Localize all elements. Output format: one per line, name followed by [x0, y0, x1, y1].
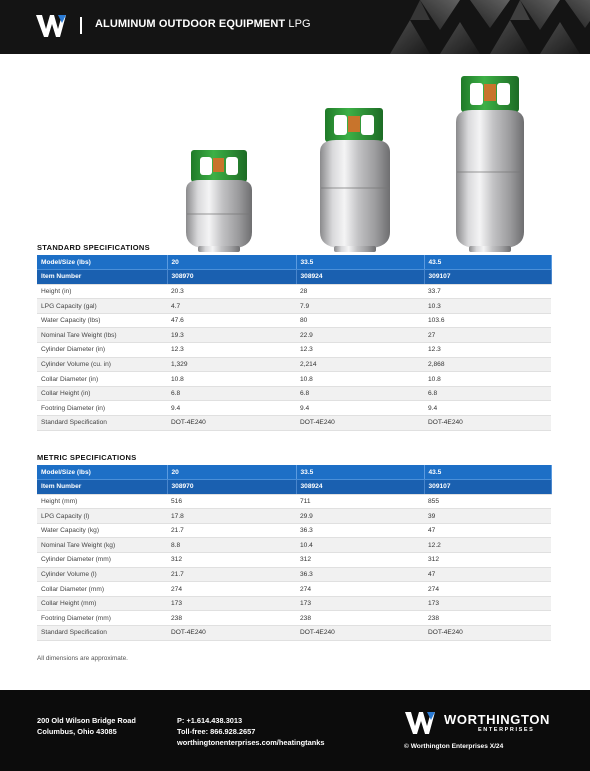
table-cell: Footring Diameter (in)	[37, 401, 167, 416]
address-line: Columbus, Ohio 43085	[37, 727, 117, 736]
table-cell: 33.7	[424, 284, 551, 299]
table-cell: 10.3	[424, 299, 551, 314]
table-row	[37, 509, 551, 524]
table-header-cell: 308924	[296, 270, 424, 285]
table-cell: Water Capacity (kg)	[37, 523, 167, 538]
table-header-row	[37, 255, 551, 270]
table-cell: 4.7	[167, 299, 296, 314]
standard-specs-table	[37, 255, 552, 431]
table-cell: 7.9	[296, 299, 424, 314]
table-cell: DOT-4E240	[424, 416, 551, 431]
table-cell: 2,868	[424, 357, 551, 372]
table-cell: 711	[296, 494, 424, 509]
table-cell: 21.7	[167, 523, 296, 538]
table-cell: 6.8	[296, 386, 424, 401]
table-header-cell: 33.5	[296, 465, 424, 480]
page-footer	[0, 690, 590, 771]
table-cell: 6.8	[167, 386, 296, 401]
table-cell: 855	[424, 494, 551, 509]
table-row	[37, 313, 551, 328]
table-cell: 12.3	[296, 343, 424, 358]
table-row	[37, 611, 551, 626]
table-cell: Height (in)	[37, 284, 167, 299]
item-number-row	[37, 270, 551, 285]
table-cell: 238	[424, 611, 551, 626]
table-cell: Cylinder Volume (l)	[37, 567, 167, 582]
table-cell: 312	[424, 553, 551, 568]
table-row	[37, 626, 551, 641]
table-row	[37, 401, 551, 416]
page-header	[0, 0, 590, 54]
worthington-logo-icon	[36, 15, 66, 37]
table-header-cell: 43.5	[424, 255, 551, 270]
table-row	[37, 567, 551, 582]
table-row	[37, 596, 551, 611]
table-cell: 173	[424, 596, 551, 611]
table-row	[37, 582, 551, 597]
table-cell: Standard Specification	[37, 626, 167, 641]
metric-specs-table	[37, 465, 552, 641]
table-cell: 238	[167, 611, 296, 626]
header-pattern-decoration	[380, 0, 590, 54]
table-cell: Collar Diameter (mm)	[37, 582, 167, 597]
copyright: © Worthington Enterprises X/24	[404, 743, 504, 750]
table-cell: 173	[167, 596, 296, 611]
table-cell: Nominal Tare Weight (kg)	[37, 538, 167, 553]
table-cell: Nominal Tare Weight (lbs)	[37, 328, 167, 343]
table-cell: Height (mm)	[37, 494, 167, 509]
tollfree-number: Toll-free: 866.928.2657	[177, 727, 256, 736]
worthington-logo-icon	[404, 712, 436, 734]
table-cell: 47	[424, 567, 551, 582]
table-cell: DOT-4E240	[424, 626, 551, 641]
table-cell: Collar Diameter (in)	[37, 372, 167, 387]
table-cell: 6.8	[424, 386, 551, 401]
footer-address	[37, 715, 136, 737]
table-cell: 274	[296, 582, 424, 597]
table-cell: Cylinder Diameter (in)	[37, 343, 167, 358]
table-header-cell: Model/Size (lbs)	[37, 255, 167, 270]
table-row	[37, 372, 551, 387]
table-cell: 47.6	[167, 313, 296, 328]
table-header-cell: Model/Size (lbs)	[37, 465, 167, 480]
table-cell: 8.8	[167, 538, 296, 553]
table-header-cell: 20	[167, 255, 296, 270]
table-cell: 12.3	[424, 343, 551, 358]
table-header-row	[37, 465, 551, 480]
table-cell: DOT-4E240	[167, 626, 296, 641]
table-cell: 9.4	[424, 401, 551, 416]
item-number-row	[37, 480, 551, 495]
table-cell: 312	[296, 553, 424, 568]
table-header-cell: 33.5	[296, 255, 424, 270]
table-header-cell: Item Number	[37, 480, 167, 495]
table-cell: 12.2	[424, 538, 551, 553]
table-cell: 19.3	[167, 328, 296, 343]
metric-specs-title: METRIC SPECIFICATIONS	[37, 453, 137, 462]
table-cell: LPG Capacity (l)	[37, 509, 167, 524]
table-cell: 1,329	[167, 357, 296, 372]
table-cell: DOT-4E240	[296, 416, 424, 431]
table-row	[37, 357, 551, 372]
table-cell: 238	[296, 611, 424, 626]
table-row	[37, 299, 551, 314]
table-cell: 39	[424, 509, 551, 524]
table-cell: 28	[296, 284, 424, 299]
table-cell: Water Capacity (lbs)	[37, 313, 167, 328]
table-header-cell: 43.5	[424, 465, 551, 480]
table-cell: 10.4	[296, 538, 424, 553]
table-cell: 173	[296, 596, 424, 611]
dimensions-note: All dimensions are approximate.	[37, 655, 128, 662]
table-header-cell: Item Number	[37, 270, 167, 285]
table-header-cell: 20	[167, 465, 296, 480]
table-cell: 516	[167, 494, 296, 509]
cylinder-43-5lb-icon	[456, 76, 524, 252]
table-cell: 17.8	[167, 509, 296, 524]
table-cell: 2,214	[296, 357, 424, 372]
table-cell: Standard Specification	[37, 416, 167, 431]
table-cell: 9.4	[296, 401, 424, 416]
address-line: 200 Old Wilson Bridge Road	[37, 716, 136, 725]
table-cell: 22.9	[296, 328, 424, 343]
table-cell: Footring Diameter (mm)	[37, 611, 167, 626]
table-header-cell: 309107	[424, 480, 551, 495]
footer-contact	[177, 715, 324, 748]
table-header-cell: 308970	[167, 270, 296, 285]
table-row	[37, 284, 551, 299]
table-row	[37, 343, 551, 358]
table-cell: 10.8	[424, 372, 551, 387]
table-cell: 80	[296, 313, 424, 328]
cylinder-33-5lb-icon	[320, 108, 390, 252]
table-header-cell: 309107	[424, 270, 551, 285]
table-row	[37, 386, 551, 401]
table-cell: DOT-4E240	[167, 416, 296, 431]
phone-number: P: +1.614.438.3013	[177, 716, 243, 725]
table-cell: DOT-4E240	[296, 626, 424, 641]
table-cell: 27	[424, 328, 551, 343]
table-cell: Cylinder Diameter (mm)	[37, 553, 167, 568]
table-header-cell: 308970	[167, 480, 296, 495]
table-row	[37, 538, 551, 553]
table-cell: Collar Height (mm)	[37, 596, 167, 611]
table-cell: 29.9	[296, 509, 424, 524]
brand-subtitle: ENTERPRISES	[478, 727, 535, 733]
table-row	[37, 494, 551, 509]
table-cell: 274	[167, 582, 296, 597]
website-link[interactable]: worthingtonenterprises.com/heatingtanks	[177, 738, 325, 747]
brand-name: WORTHINGTON	[444, 712, 551, 727]
table-cell: Cylinder Volume (cu. in)	[37, 357, 167, 372]
table-cell: LPG Capacity (gal)	[37, 299, 167, 314]
table-cell: 20.3	[167, 284, 296, 299]
table-cell: 36.3	[296, 567, 424, 582]
table-cell: Collar Height (in)	[37, 386, 167, 401]
cylinder-illustrations	[0, 70, 590, 255]
table-row	[37, 523, 551, 538]
header-separator	[80, 17, 82, 34]
table-cell: 47	[424, 523, 551, 538]
table-row	[37, 416, 551, 431]
table-cell: 21.7	[167, 567, 296, 582]
cylinder-20lb-icon	[186, 150, 252, 252]
table-cell: 312	[167, 553, 296, 568]
table-row	[37, 328, 551, 343]
table-cell: 10.8	[296, 372, 424, 387]
standard-specs-title: STANDARD SPECIFICATIONS	[37, 243, 150, 252]
table-cell: 9.4	[167, 401, 296, 416]
table-cell: 274	[424, 582, 551, 597]
page-title: ALUMINUM OUTDOOR EQUIPMENT LPG	[95, 18, 311, 30]
table-cell: 10.8	[167, 372, 296, 387]
table-cell: 36.3	[296, 523, 424, 538]
table-cell: 12.3	[167, 343, 296, 358]
table-cell: 103.6	[424, 313, 551, 328]
table-row	[37, 553, 551, 568]
table-header-cell: 308924	[296, 480, 424, 495]
